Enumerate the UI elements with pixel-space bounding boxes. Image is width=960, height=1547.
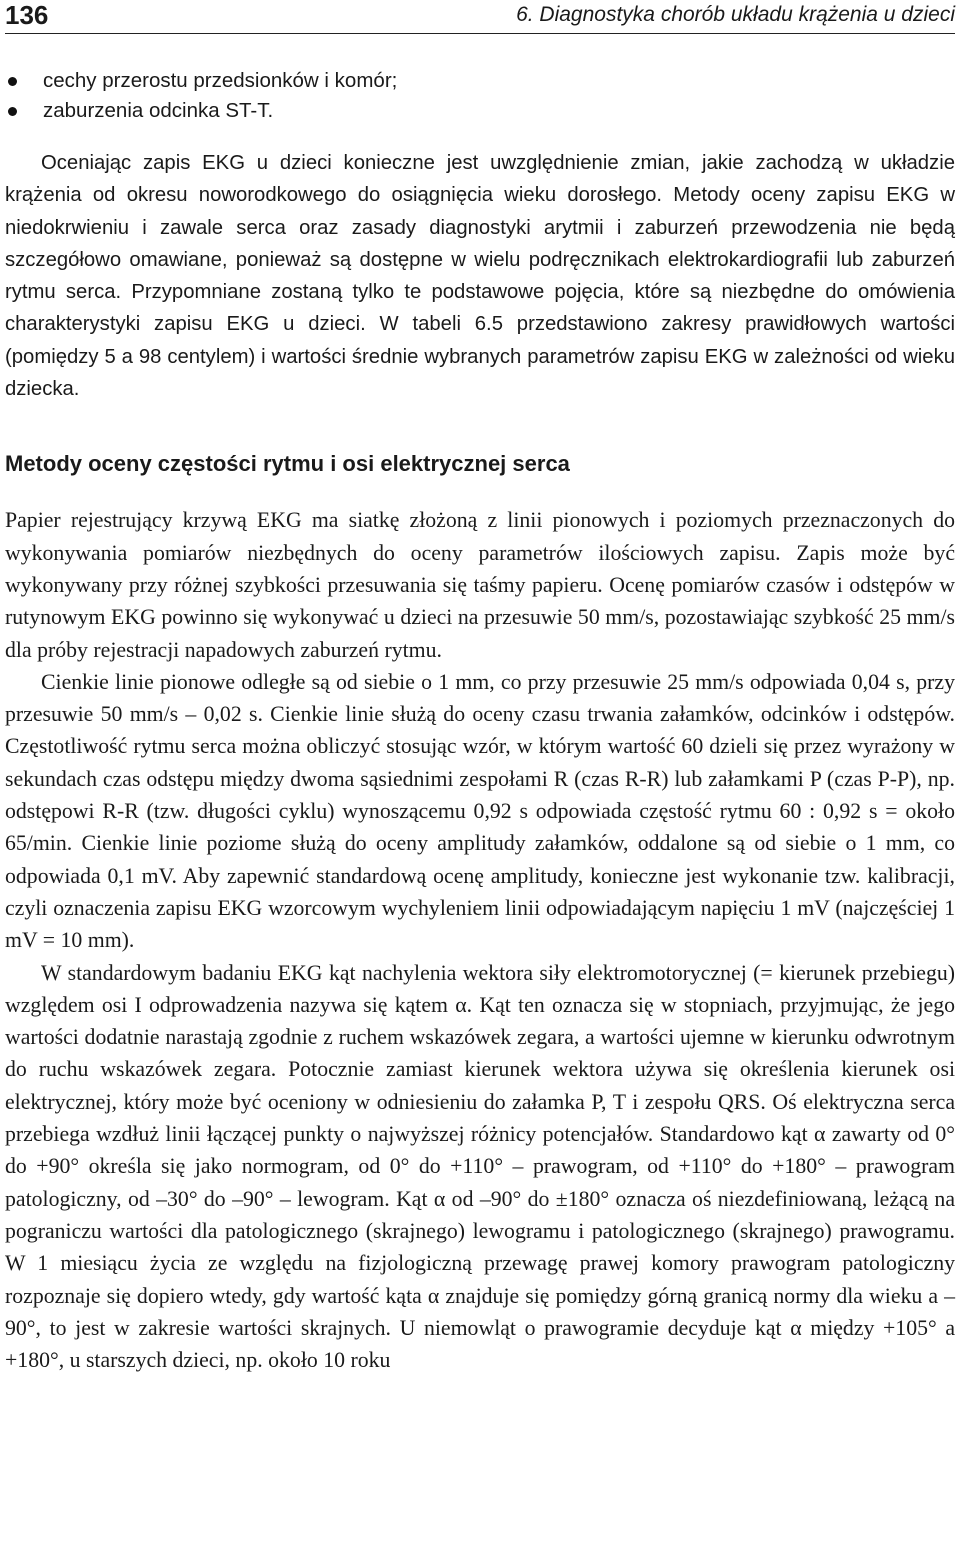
bullet-item: zaburzenia odcinka ST-T. [43, 96, 955, 126]
thin-lines-paragraph: Cienkie linie pionowe odległe są od siebie o 1 mm, co przy przesuwie 25 mm/s odpowiada 0,04 s, przy przesuwie 50 mm/s – 0,02 s. Cienkie linie służą do oceny czasu trwania załamków, odcinków i odstępów. Częstotliwość rytmu serca można obliczyć stosując wzór, w którym wartość 60 dzieli się przez wyrażony w sekundach czas odstępu między dwoma sąsiednimi zespołami R (czas R-R) lub załamkami P (czas P-P), np. odstępowi R-R (tzw. długości cyklu) wynoszącemu 0,92 s odpowiada częstość rytmu 60 : 0,92 s = około 65/min. Cienkie linie poziome służą do oceny amplitudy załamków, oddalone są od siebie o 1 mm, co odpowiada 0,1 mV. Aby zapewnić standardową ocenę amplitudy, konieczne jest wykonanie tzw. kalibracji, czyli oznaczenia zapisu EKG wzorcowym wychyleniem linii odpowiadającym napięciu 1 mV (najczęściej 1 mV = 10 mm). [5, 669, 955, 953]
ecg-paper-paragraph: Papier rejestrujący krzywą EKG ma siatkę złożoną z linii pionowych i poziomych przeznaczonych do wykonywania pomiarów niezbędnych do oceny parametrów ilościowych zapisu. Zapis może być wykonywany przy różnej szybkości przesuwania się taśmy papieru. Ocenę pomiarów czasów i odstępów w rutynowym EKG powinno się wykonywać u dzieci na przesuwie 50 mm/s, pozostawiając szybkość 25 mm/s dla próby rejestracji napadowych zaburzeń rytmu. [5, 508, 955, 662]
bullet-list [5, 66, 955, 126]
chapter-title: 6. Diagnostyka chorób układu krążenia u dzieci [516, 3, 955, 26]
intro-paragraph: Oceniając zapis EKG u dzieci konieczne jest uwzględnienie zmian, jakie zachodzą w układzie krążenia od okresu noworodkowego do osiągnięcia wieku dorosłego. Metody oceny zapisu EKG w niedokrwieniu i zawale serca oraz zasady diagnostyki arytmii i zaburzeń przewodzenia nie będą szczegółowo omawiane, ponieważ są dostępne w wielu podręcznikach elektrokardiografii lub zaburzeń rytmu serca. Przypomniane zostaną tylko te podstawowe pojęcia, które są niezbędne do omówienia charakterystyki zapisu EKG u dzieci. W tabeli 6.5 przedstawiono zakresy prawidłowych wartości (pomiędzy 5 a 98 centylem) i wartości średnie wybranych parametrów zapisu EKG w zależności od wieku dziecka. [5, 152, 955, 401]
section-heading: Metody oceny częstości rytmu i osi elektrycznej serca [5, 451, 570, 477]
bullet-item: cechy przerostu przedsionków i komór; [43, 66, 955, 96]
electrical-axis-paragraph: W standardowym badaniu EKG kąt nachylenia wektora siły elektromotorycznej (= kierunek przebiegu) względem osi I odprowadzenia nazywa się kątem α. Kąt ten oznacza się w stopniach, przyjmując, że jego wartości dodatnie narastają zgodnie z ruchem wskazówek zegara, a wartości ujemne w kierunku odwrotnym do ruchu wskazówek zegara. Potocznie zamiast kierunek wektora używa się określenia kierunek osi elektrycznej, który może być oceniony w odniesieniu do załamka P, T i zespołu QRS. Oś elektryczna serca przebiega wzdłuż linii łączącej punkty o najwyższej różnicy potencjałów. Standardowo kąt α zawarty od 0° do +90° określa się jako normogram, od 0° do +110° – prawogram, od +110° do +180° – prawogram patologiczny, od –30° do –90° – lewogram. Kąt α od –90° do ±180° oznacza oś niezdefiniowaną, leżącą na pograniczu wartości dla patologicznego (skrajnego) lewogramu i patologicznego (skrajnego) prawogramu. W 1 miesiącu życia ze względu na fizjologiczną przewagę prawej komory prawogram patologiczny rozpoznaje się dopiero wtedy, gdy wartość kąta α znajduje się pomiędzy górną granicą normy dla wieku a –90°, to jest w zakresie wartości skrajnych. U niemowląt o prawogramie decyduje kąt α między +105° a +180°, u starszych dzieci, np. około 10 roku [5, 960, 955, 1373]
page [5, 0, 955, 1376]
page-number: 136 [5, 0, 49, 30]
running-head [5, 0, 955, 34]
